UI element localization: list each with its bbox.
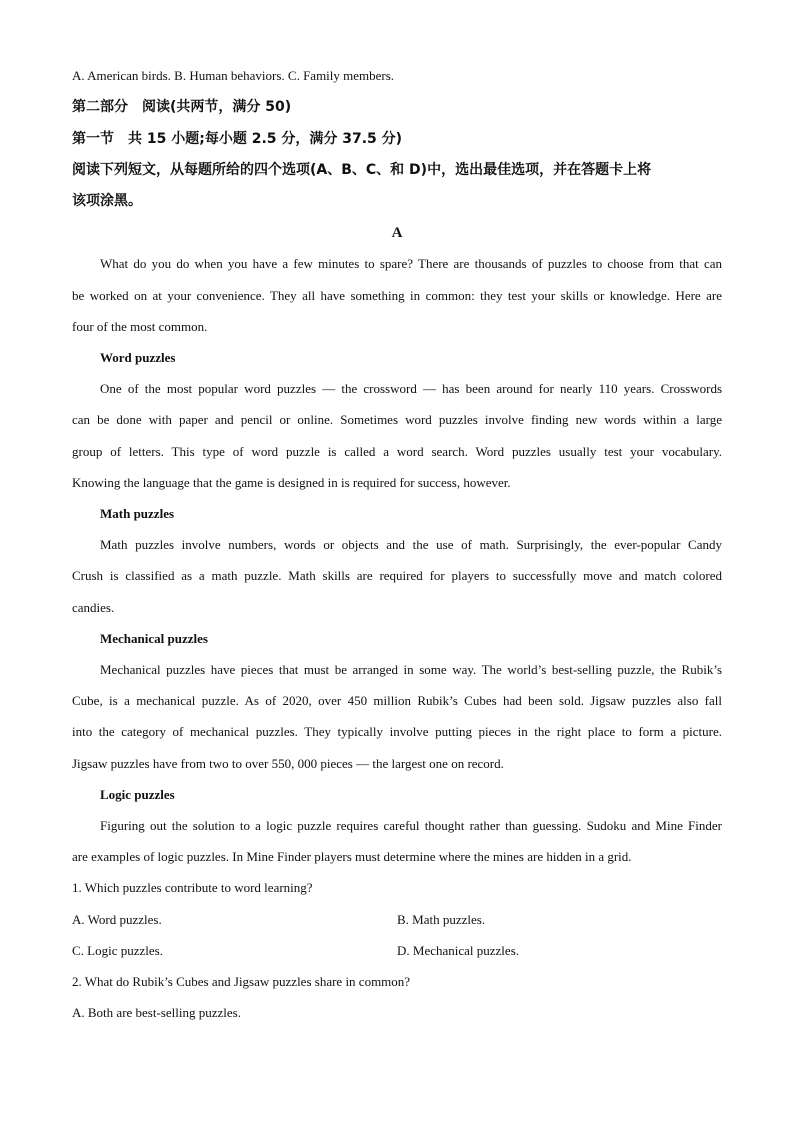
logic-puzzles-line: Figuring out the solution to a logic puzzle requires careful thought rather than guessing. Sudoku and Mine Finder: [100, 818, 722, 833]
passage-label: A: [391, 225, 403, 241]
instructions-line-1: 阅读下列短文，从每题所给的四个选项(A、B、C、和 D)中，选出最佳选项，并在答题卡上将: [72, 162, 652, 178]
q2-option-a: A. Both are best-selling puzzles.: [72, 1005, 241, 1020]
mechanical-puzzles-line: into the category of mechanical puzzles. They typically involve putting pieces in the right place to form a picture.: [72, 724, 722, 739]
logic-puzzles-line: are examples of logic puzzles. In Mine Finder players must determine where the mines are hidden in a grid.: [72, 849, 632, 864]
q1-option-a: A. Word puzzles.: [72, 912, 162, 927]
word-puzzles-line: group of letters. This type of word puzzle is called a word search. Word puzzles usually test your vocabulary.: [72, 444, 722, 459]
question-1: 1. Which puzzles contribute to word learning?: [72, 880, 313, 895]
math-puzzles-line: candies.: [72, 600, 115, 615]
math-puzzles-line: Crush is classified as a math puzzle. Math skills are required for players to successfully move and match colored: [72, 568, 722, 583]
question-2: 2. What do Rubik’s Cubes and Jigsaw puzzles share in common?: [72, 974, 411, 989]
part-two-heading: 第二部分 阅读(共两节，满分 50): [72, 99, 292, 115]
q1-option-d: D. Mechanical puzzles.: [397, 943, 520, 958]
word-puzzles-line: Knowing the language that the game is designed in is required for success, however.: [72, 475, 511, 490]
word-puzzles-line: can be done with paper and pencil or online. Sometimes word puzzles involve finding new words within a large: [72, 412, 722, 427]
word-puzzles-heading: Word puzzles: [100, 350, 176, 365]
previous-answer-options: A. American birds. B. Human behaviors. C. Family members.: [72, 68, 395, 83]
math-puzzles-line: Math puzzles involve numbers, words or objects and the use of math. Surprisingly, the ever-popular Candy: [100, 537, 722, 552]
mechanical-puzzles-line: Mechanical puzzles have pieces that must be arranged in some way. The world’s best-selling puzzle, the Rubik’s: [100, 662, 722, 677]
mechanical-puzzles-heading: Mechanical puzzles: [100, 631, 208, 646]
mechanical-puzzles-line: Cube, is a mechanical puzzle. As of 2020, over 450 million Rubik’s Cubes had been sold. Jigsaw puzzles also fall: [72, 693, 722, 708]
q1-option-c: C. Logic puzzles.: [72, 943, 163, 958]
instructions-line-2: 该项涂黑。: [72, 193, 142, 209]
intro-line: be worked on at your convenience. They all have something in common: they test your skills or knowledge. Here are: [72, 288, 722, 303]
mechanical-puzzles-line: Jigsaw puzzles have from two to over 550, 000 pieces — the largest one on record.: [72, 756, 504, 771]
logic-puzzles-heading: Logic puzzles: [100, 787, 175, 802]
math-puzzles-heading: Math puzzles: [100, 506, 175, 521]
section-one-heading: 第一节 共 15 小题;每小题 2.5 分，满分 37.5 分): [72, 131, 403, 147]
q1-option-b: B. Math puzzles.: [397, 912, 486, 927]
intro-line: What do you do when you have a few minutes to spare? There are thousands of puzzles to choose from that can: [100, 256, 722, 271]
intro-line: four of the most common.: [72, 319, 208, 334]
word-puzzles-line: One of the most popular word puzzles — the crossword — has been around for nearly 110 years. Crosswords: [100, 381, 722, 396]
